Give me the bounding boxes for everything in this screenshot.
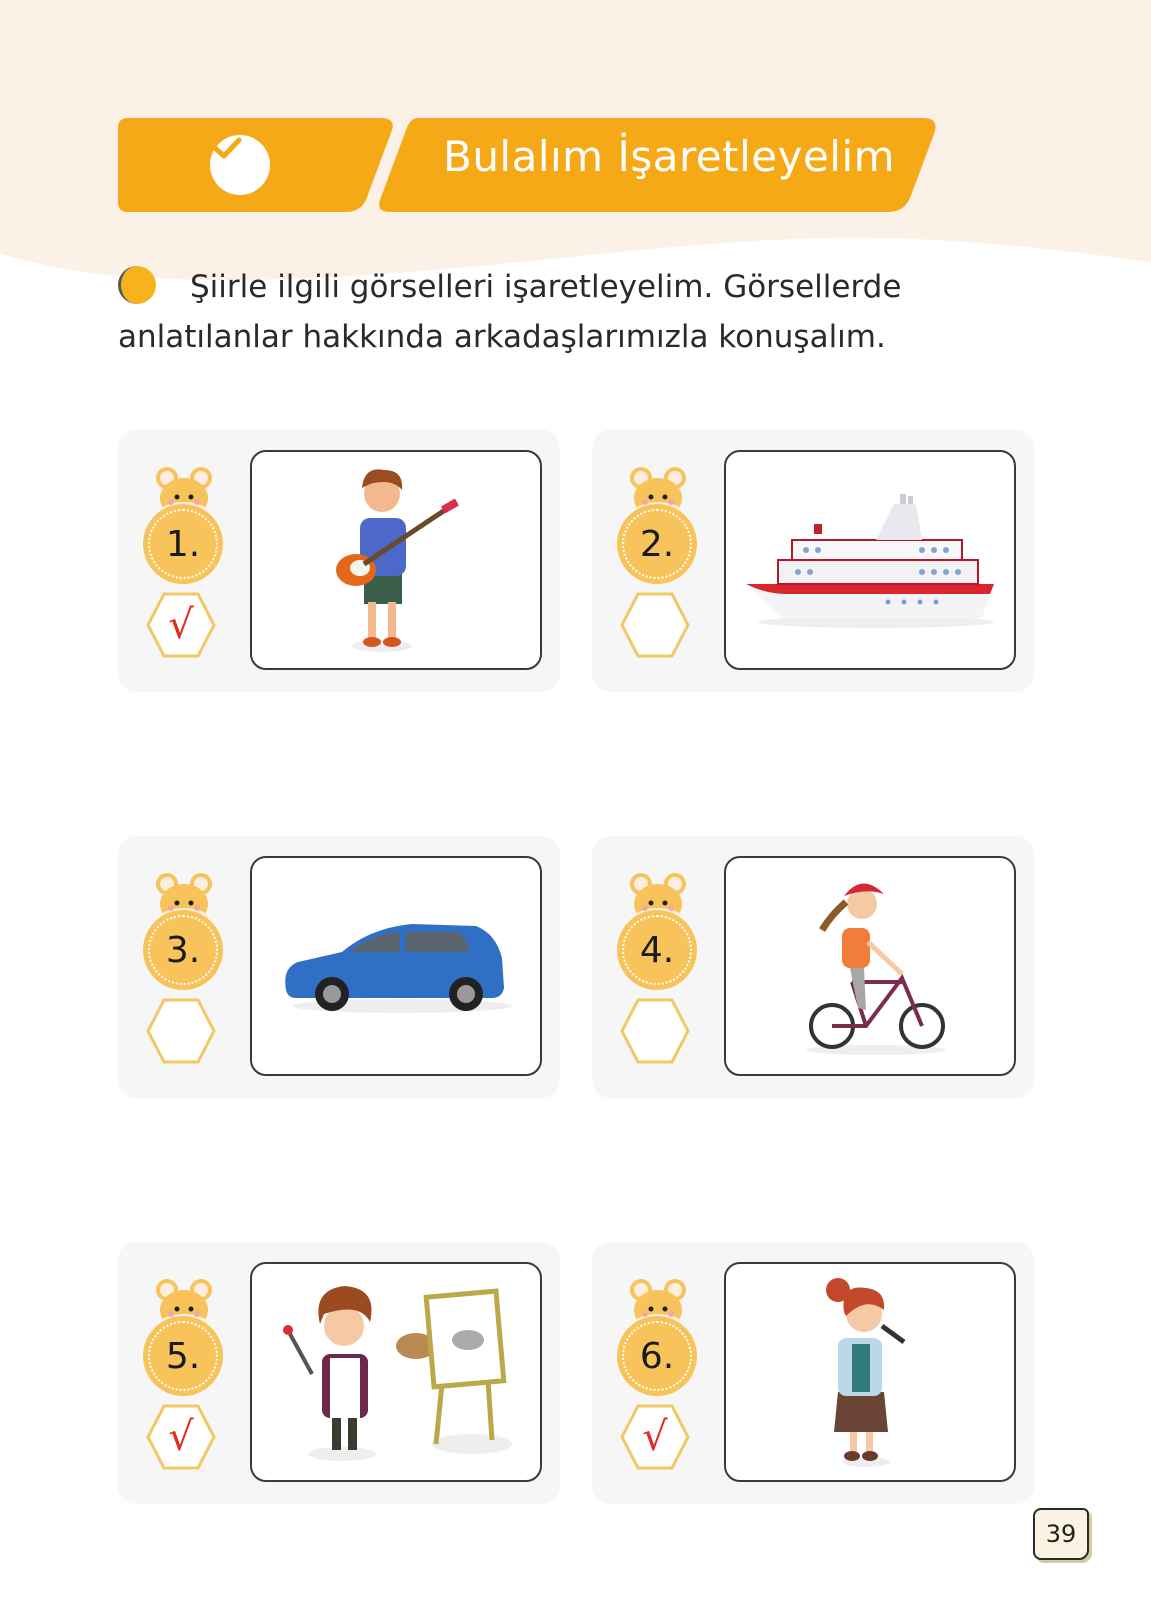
item-card-4 — [592, 836, 1034, 1098]
number-badge — [140, 872, 228, 1072]
item-image-girl-bicycle — [724, 856, 1016, 1076]
number-circle: 5. — [143, 1316, 223, 1396]
number-badge — [140, 466, 228, 666]
check-mark: √ — [168, 602, 194, 648]
item-image-boy-guitar — [250, 450, 542, 670]
number-circle: 6. — [617, 1316, 697, 1396]
check-circle-icon — [210, 135, 270, 195]
check-mark: √ — [168, 1414, 194, 1460]
number-badge — [140, 1278, 228, 1478]
item-image-girl-singing — [724, 1262, 1016, 1482]
number-circle: 3. — [143, 910, 223, 990]
item-image-blue-car — [250, 856, 542, 1076]
answer-box[interactable] — [146, 592, 216, 658]
item-card-1 — [118, 430, 560, 692]
yellow-circle-bullet-icon — [118, 266, 156, 304]
number-badge — [614, 1278, 702, 1478]
item-card-5 — [118, 1242, 560, 1504]
answer-box[interactable] — [620, 998, 690, 1064]
number-circle: 4. — [617, 910, 697, 990]
instruction — [118, 262, 1018, 362]
check-mark: √ — [642, 1414, 668, 1460]
item-card-3 — [118, 836, 560, 1098]
answer-box[interactable] — [620, 1404, 690, 1470]
answer-box[interactable] — [146, 1404, 216, 1470]
section-banner — [118, 118, 938, 214]
item-image-boy-painting — [250, 1262, 542, 1482]
number-circle: 2. — [617, 504, 697, 584]
section-title: Bulalım İşaretleyelim — [443, 132, 896, 181]
instruction-text: Şiirle ilgili görselleri işaretleyelim. Görsellerde anlatılanlar hakkında arkadaşlarımızla konuşalım. — [118, 269, 902, 355]
page-number: 39 — [1033, 1508, 1089, 1560]
item-card-2 — [592, 430, 1034, 692]
answer-box[interactable] — [146, 998, 216, 1064]
item-image-cruise-ship — [724, 450, 1016, 670]
number-circle: 1. — [143, 504, 223, 584]
answer-box[interactable] — [620, 592, 690, 658]
number-badge — [614, 466, 702, 666]
number-badge — [614, 872, 702, 1072]
item-card-6 — [592, 1242, 1034, 1504]
